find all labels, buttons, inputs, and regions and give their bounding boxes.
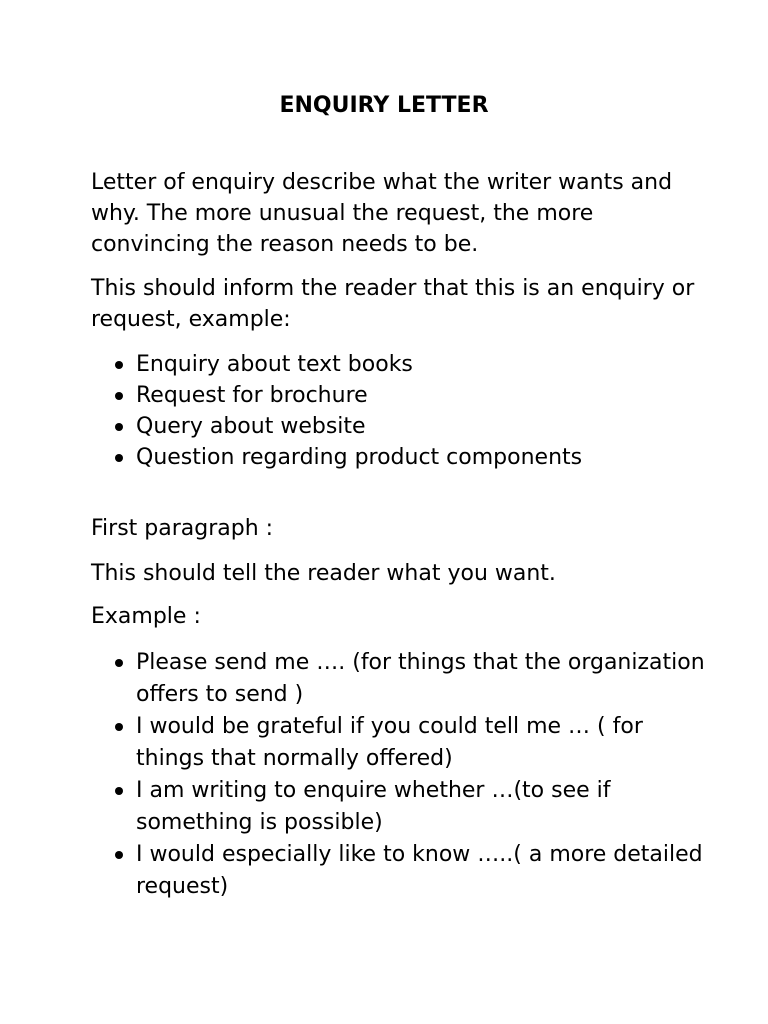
request-examples-list [91,349,711,473]
bullet-icon [115,659,123,667]
example-phrases-list [91,647,711,903]
list-item-text: I am writing to enquire whether …(to see if something is possible) [136,778,611,835]
bullet-icon [115,392,123,400]
bullet-icon [115,423,123,431]
list-item [91,380,711,411]
list-item [91,775,711,839]
list-item [91,349,711,380]
list-item-text: Please send me …. (for things that the organization offers to send ) [136,650,705,707]
list-item-text: Request for brochure [136,383,368,408]
first-paragraph-heading: First paragraph : [91,516,274,541]
first-paragraph-text: This should tell the reader what you want. [91,561,556,586]
list-item-text: Question regarding product components [136,445,583,470]
list-item [91,711,711,775]
inform-paragraph: This should inform the reader that this is an enquiry or request, example: [91,276,695,332]
list-item [91,647,711,711]
list-item [91,411,711,442]
example-heading: Example : [91,604,201,629]
intro-paragraph: Letter of enquiry describe what the writer wants and why. The more unusual the request, the more convincing the reason needs to be. [91,170,673,257]
document-title: ENQUIRY LETTER [279,93,489,118]
bullet-icon [115,723,123,731]
bullet-icon [115,454,123,462]
list-item-text: Query about website [136,414,366,439]
list-item-text: I would be grateful if you could tell me … ( for things that normally offered) [136,714,643,771]
bullet-icon [115,851,123,859]
list-item [91,442,711,473]
list-item [91,839,711,903]
list-item-text: I would especially like to know …..( a more detailed request) [136,842,703,899]
bullet-icon [115,787,123,795]
bullet-icon [115,361,123,369]
list-item-text: Enquiry about text books [136,352,413,377]
